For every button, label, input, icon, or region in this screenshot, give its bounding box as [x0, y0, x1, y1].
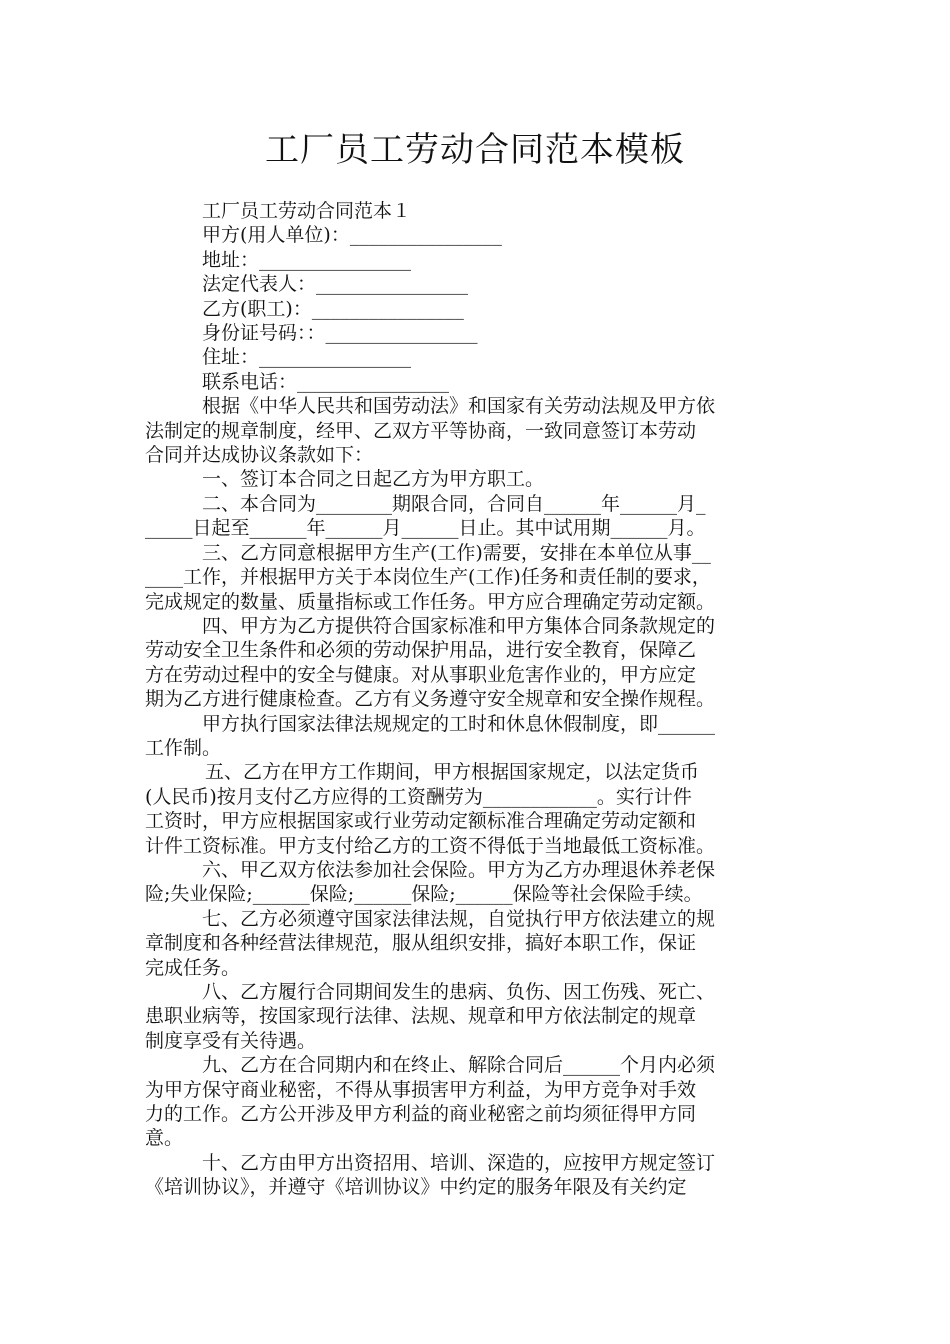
text-line: 工作制。: [145, 736, 222, 759]
text-line: ____工作，并根据甲方关于本岗位生产(工作)任务和责任制的要求，: [145, 566, 711, 589]
text-line: 住址：________________: [202, 346, 412, 369]
text-line: 三、乙方同意根据甲方生产(工作)需要，安排在本单位从事__: [202, 541, 711, 564]
text-line: 法制定的规章制度，经甲、乙双方平等协商，一致同意签订本劳动: [145, 419, 697, 442]
text-line: 地址：________________: [202, 248, 412, 271]
text-line: 根据《中华人民共和国劳动法》和国家有关劳动法规及甲方依: [202, 395, 716, 418]
text-line: 甲方执行国家法律法规规定的工时和休息休假制度，即______: [202, 712, 716, 735]
text-line: 四、甲方为乙方提供符合国家标准和甲方集体合同条款规定的: [202, 614, 716, 637]
text-line: 工厂员工劳动合同范本１: [202, 200, 412, 222]
text-line: 计件工资标准。甲方支付给乙方的工资不得低于当地最低工资标准。: [145, 834, 716, 857]
text-line: 完成任务。: [145, 956, 241, 979]
contract-body: [145, 199, 811, 1200]
text-line: 劳动安全卫生条件和必须的劳动保护用品，进行安全教育，保障乙: [145, 639, 697, 662]
text-line: 意。: [145, 1127, 184, 1150]
text-line: 身份证号码：：________________: [202, 322, 478, 345]
text-line: 患职业病等，按国家现行法律、法规、规章和甲方依法制定的规章: [145, 1005, 697, 1028]
text-line: 完成规定的数量、质量指标或工作任务。甲方应合理确定劳动定额。: [145, 590, 716, 613]
text-line: 方在劳动过程中的安全与健康。对从事职业危害作业的，甲方应定: [145, 663, 697, 686]
text-line: 工资时，甲方应根据国家或行业劳动定额标准合理确定劳动定额和: [145, 810, 697, 833]
text-line: 章制度和各种经营法律规范，服从组织安排，搞好本职工作，保证: [145, 932, 697, 955]
text-line: 六、甲乙双方依法参加社会保险。甲方为乙方办理退休养老保: [202, 858, 716, 881]
text-line: _____日起至______年______月______日止。其中试用期______月。: [145, 517, 706, 540]
text-line: 二、本合同为________期限合同，合同自______年______月_: [202, 492, 706, 515]
page-title: 工厂员工劳动合同范本模板: [265, 130, 685, 170]
text-line: 制度享受有关待遇。: [145, 1029, 317, 1052]
text-line: 九、乙方在合同期内和在终止、解除合同后______个月内必须: [202, 1054, 716, 1077]
text-line: 力的工作。乙方公开涉及甲方利益的商业秘密之前均须征得甲方同: [145, 1103, 697, 1126]
text-line: 为甲方保守商业秘密，不得从事损害甲方利益，为甲方竞争对手效: [145, 1078, 697, 1101]
text-line: 乙方(职工)：________________: [202, 297, 464, 320]
text-line: 法定代表人：________________: [202, 273, 469, 296]
text-line: 一、签订本合同之日起乙方为甲方职工。: [202, 468, 545, 491]
text-line: (人民币)按月支付乙方应得的工资酬劳为____________。实行计件: [145, 785, 692, 808]
text-line: 十、乙方由甲方出资招用、培训、深造的，应按甲方规定签订: [202, 1151, 716, 1174]
text-line: 甲方(用人单位)：________________: [202, 224, 502, 247]
text-line: 五、乙方在甲方工作期间，甲方根据国家规定，以法定货币: [205, 761, 700, 784]
text-line: 八、乙方履行合同期间发生的患病、负伤、因工伤残、死亡、: [202, 981, 716, 1003]
text-line: 七、乙方必须遵守国家法律法规，自觉执行甲方依法建立的规: [202, 907, 716, 930]
text-line: 合同并达成协议条款如下：: [145, 444, 374, 467]
text-line: 期为乙方进行健康检查。乙方有义务遵守安全规章和安全操作规程。: [145, 688, 716, 711]
text-line: 《培训协议》，并遵守《培训协议》中约定的服务年限及有关约定: [145, 1176, 687, 1199]
text-line: 险;失业保险;______保险;______保险;______保险等社会保险手续。: [145, 883, 703, 906]
text-line: 联系电话：________________: [202, 370, 450, 393]
